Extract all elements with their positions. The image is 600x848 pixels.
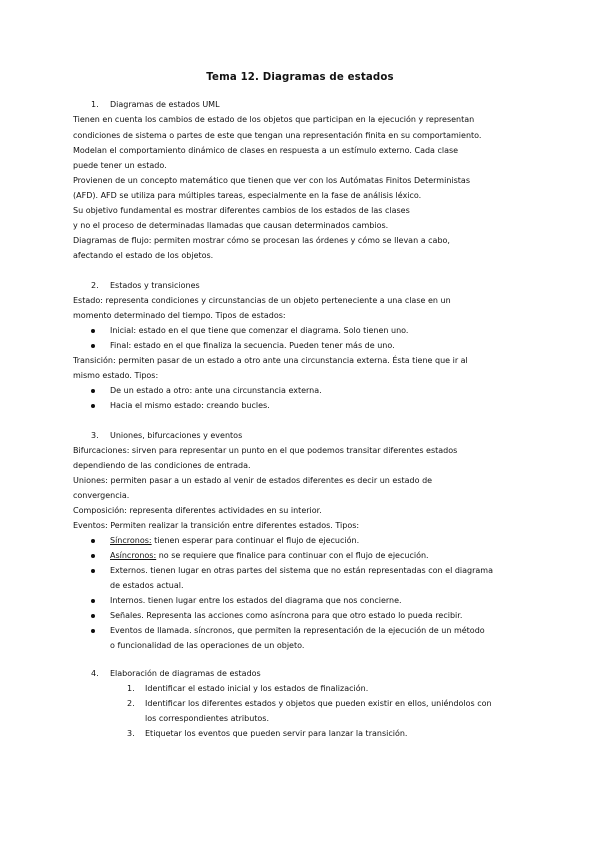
step-number: 2. — [127, 699, 135, 708]
paragraph-line: mismo estado. Tipos: — [73, 371, 159, 380]
paragraph-line: Su objetivo fundamental es mostrar diferentes cambios de los estados de las clases — [73, 206, 410, 215]
step-number: 3. — [127, 729, 135, 738]
section-2-heading: Estados y transiciones — [110, 281, 200, 290]
list-item: Inicial: estado en el que tiene que comenzar el diagrama. Solo tienen uno. — [110, 326, 409, 335]
paragraph-line: momento determinado del tiempo. Tipos de estados: — [73, 311, 286, 320]
list-item: De un estado a otro: ante una circunstancia externa. — [110, 386, 322, 395]
paragraph-line: (AFD). AFD se utiliza para múltiples tareas, especialmente en la fase de análisis léxico. — [73, 191, 422, 200]
step-item-continuation: los correspondientes atributos. — [145, 714, 270, 723]
paragraph-line: Provienen de un concepto matemático que tienen que ver con los Autómatas Finitos Deterministas — [73, 176, 470, 185]
paragraph-line: Estado: representa condiciones y circunstancias de un objeto perteneciente a una clase en un — [73, 296, 451, 305]
bullet-icon — [91, 614, 95, 618]
list-item — [110, 550, 429, 562]
bullet-icon — [91, 344, 95, 348]
paragraph-line: Tienen en cuenta los cambios de estado de los objetos que participan en la ejecución y representan — [73, 115, 475, 124]
list-item: Externos. tienen lugar en otras partes del sistema que no están representadas con el diagrama — [110, 566, 493, 575]
paragraph-line: Uniones: permiten pasar a un estado al venir de estados diferentes es decir un estado de — [73, 476, 433, 485]
paragraph-line: Transición: permiten pasar de un estado a otro ante una circunstancia externa. Ésta tiene que ir al — [73, 356, 468, 365]
list-item: Internos. tienen lugar entre los estados del diagrama que nos concierne. — [110, 596, 402, 605]
list-item: Final: estado en el que finaliza la secuencia. Pueden tener más de uno. — [110, 341, 395, 350]
list-item: Hacia el mismo estado: creando bucles. — [110, 401, 270, 410]
bullet-icon — [91, 389, 95, 393]
term-asincronos: Asíncronos: — [110, 551, 157, 560]
section-4-heading: Elaboración de diagramas de estados — [110, 669, 261, 678]
paragraph-line: Composición: representa diferentes actividades en su interior. — [73, 506, 322, 515]
paragraph-line: Diagramas de flujo: permiten mostrar cómo se procesan las órdenes y cómo se llevan a cabo, — [73, 236, 450, 245]
list-item-continuation: o funcionalidad de las operaciones de un objeto. — [110, 641, 305, 650]
section-2-number: 2. — [91, 281, 99, 290]
paragraph-line: puede tener un estado. — [73, 161, 167, 170]
term-description: tienen esperar para continuar el flujo de ejecución. — [151, 536, 360, 545]
paragraph-line: afectando el estado de los objetos. — [73, 251, 214, 260]
paragraph-line: Bifurcaciones: sirven para representar un punto en el que podemos transitar diferentes estados — [73, 446, 458, 455]
step-item: Identificar el estado inicial y los estados de finalización. — [145, 684, 369, 693]
section-4-number: 4. — [91, 669, 99, 678]
section-3-number: 3. — [91, 431, 99, 440]
paragraph-line: Modelan el comportamiento dinámico de clases en respuesta a un estímulo externo. Cada clase — [73, 146, 459, 155]
bullet-icon — [91, 539, 95, 543]
paragraph-line: Eventos: Permiten realizar la transición entre diferentes estados. Tipos: — [73, 521, 360, 530]
paragraph-line: y no el proceso de determinadas llamadas que causan determinados cambios. — [73, 221, 389, 230]
section-3-heading: Uniones, bifurcaciones y eventos — [110, 431, 243, 440]
section-1-number: 1. — [91, 100, 99, 109]
section-1-heading: Diagramas de estados UML — [110, 100, 220, 109]
bullet-icon — [91, 629, 95, 633]
paragraph-line: dependiendo de las condiciones de entrada. — [73, 461, 251, 470]
list-item: Eventos de llamada. síncronos, que permiten la representación de la ejecución de un método — [110, 626, 485, 635]
bullet-icon — [91, 554, 95, 558]
list-item: Señales. Representa las acciones como asíncrona para que otro estado lo pueda recibir. — [110, 611, 463, 620]
bullet-icon — [91, 404, 95, 408]
step-item: Etiquetar los eventos que pueden servir para lanzar la transición. — [145, 729, 408, 738]
list-item-continuation: de estados actual. — [110, 581, 184, 590]
paragraph-line: condiciones de sistema o partes de este que tengan una representación finita en su comportamiento. — [73, 131, 482, 140]
bullet-icon — [91, 599, 95, 603]
bullet-icon — [91, 329, 95, 333]
bullet-icon — [91, 569, 95, 573]
step-number: 1. — [127, 684, 135, 693]
paragraph-line: convergencia. — [73, 491, 130, 500]
page-title: Tema 12. Diagramas de estados — [206, 72, 394, 83]
term-sincronos: Síncronos: — [110, 536, 152, 545]
list-item — [110, 535, 359, 547]
step-item: Identificar los diferentes estados y objetos que pueden existir en ellos, uniéndolos con — [145, 699, 492, 708]
term-description: no se requiere que finalice para continuar con el flujo de ejecución. — [156, 551, 429, 560]
